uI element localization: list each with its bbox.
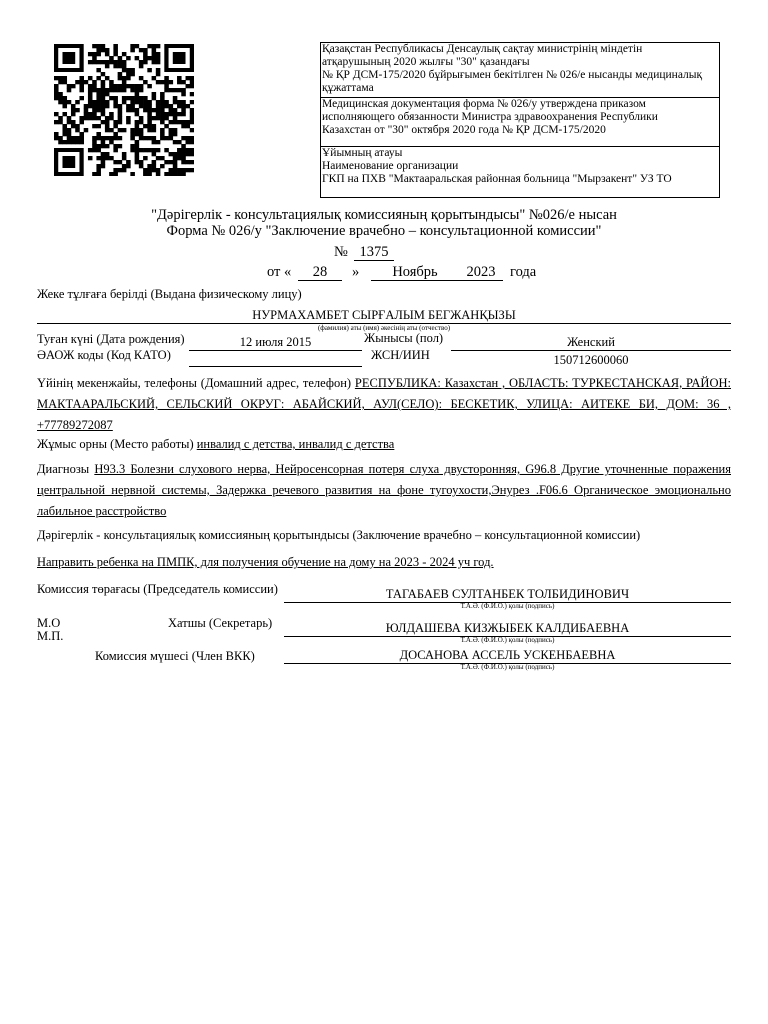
- address-label: Үйінің мекенжайы, телефоны (Домашний адрес, телефон): [37, 376, 352, 390]
- form-approval-kz: Қазақстан Республикасы Денсаулық сақтау министрінің міндетін атқарушының 2020 жылғы "30" қазандағы № ҚР ДСМ-175/2020 бұйрығымен бекітілген № 026/е нысанды медициналық құжаттама: [321, 43, 719, 98]
- date-suffix: года: [510, 264, 537, 280]
- mp-label: М.П.: [37, 629, 64, 643]
- work-value: инвалид с детства, инвалид с детства: [196, 437, 395, 451]
- diagnosis-value: H93.3 Болезни слухового нерва, Нейросенсорная потеря слуха двусторонняя, G96.8 Другие уточненные поражения центральной нервной системы, Задержка речевого развития на фоне тугоухости,Энурез .F06.6 Органическое эмоционально лабильное расстройство: [37, 462, 731, 518]
- iin-label: ЖСН/ИИН: [371, 348, 430, 362]
- date-close: »: [352, 264, 360, 280]
- dob-label: Туған күні (Дата рождения): [37, 332, 185, 346]
- organization-section: Ұйымның атауы Наименование организации ГКП на ПХВ "Мактааральская районная больница "Мырзакент" УЗ ТО: [321, 147, 719, 197]
- address-block: [37, 373, 731, 436]
- qr-code: [54, 44, 194, 176]
- date-year: 2023: [459, 264, 503, 281]
- member-sign-caption: Т.А.Ә. (Ф.И.О.) қолы (подпись): [460, 663, 555, 671]
- iin-value: 150712600060: [553, 353, 629, 367]
- secretary-sign-caption: Т.А.Ә. (Ф.И.О.) қолы (подпись): [460, 636, 555, 644]
- patient-name-caption: (фамилия) аты (имя) әкесінің аты (отчество): [317, 324, 451, 332]
- sex-value: Женский: [451, 335, 731, 351]
- title-ru: Форма № 026/у "Заключение врачебно – консультационной комиссии": [166, 223, 602, 239]
- secretary-name: ЮЛДАШЕВА КИЗЖЫБЕК КАЛДИБАЕВНА: [284, 621, 731, 637]
- form-approval-ru: Медицинская документация форма № 026/у утверждена приказом исполняющего обязанности Министра здравоохранения Республики Казахстан от "30" октября 2020 года № ҚР ДСМ-175/2020: [321, 98, 719, 147]
- mo-label: М.О: [37, 616, 61, 630]
- dob-value: 12 июля 2015: [189, 335, 362, 351]
- title-kz: "Дәрігерлік - консультациялық комиссияның қорытындысы" №026/е нысан: [151, 207, 617, 223]
- document-number: 1375: [354, 244, 394, 261]
- date-prefix: от «: [267, 264, 292, 280]
- member-label: Комиссия мүшесі (Член ВКК): [95, 649, 255, 663]
- work-block: [37, 434, 731, 455]
- address-value: РЕСПУБЛИКА: Казахстан , ОБЛАСТЬ: ТУРКЕСТАНСКАЯ, РАЙОН: МАКТААРАЛЬСКИЙ, СЕЛЬСКИЙ ОКРУГ: АБАЙСКИЙ, АУЛ(СЕЛО): БЕСКЕТИК, УЛИЦА: АИТЕКЕ БИ, ДОМ: 36 , +77789272087: [37, 376, 731, 432]
- patient-name: НУРМАХАМБЕТ СЫРҒАЛЫМ БЕГЖАНҚЫЗЫ: [37, 308, 731, 324]
- chair-name: ТАГАБАЕВ СУЛТАНБЕК ТОЛБИДИНОВИЧ: [284, 587, 731, 603]
- kato-label: ӘАОЖ коды (Код КАТО): [37, 348, 171, 362]
- secretary-label: Хатшы (Секретарь): [168, 616, 273, 630]
- date-month: Ноябрь: [371, 264, 459, 281]
- organization-name: ГКП на ПХВ "Мактааральская районная больница "Мырзакент" УЗ ТО: [322, 173, 672, 185]
- conclusion-label: Дәрігерлік - консультациялық комиссияның қорытындысы (Заключение врачебно – консультационной комиссии): [37, 528, 641, 542]
- sex-label: Жынысы (пол): [364, 331, 444, 345]
- date-day: 28: [298, 264, 342, 281]
- diagnosis-block: [37, 459, 731, 522]
- member-name: ДОСАНОВА АССЕЛЬ УСКЕНБАЕВНА: [284, 648, 731, 664]
- chair-label: Комиссия төрағасы (Председатель комиссии): [37, 582, 278, 596]
- work-label: Жұмыс орны (Место работы): [37, 437, 194, 451]
- number-label: №: [334, 244, 348, 260]
- chair-sign-caption: Т.А.Ә. (Ф.И.О.) қолы (подпись): [460, 602, 555, 610]
- diagnosis-label: Диагнозы: [37, 462, 90, 476]
- form-info-box: [320, 42, 720, 198]
- kato-value: [189, 351, 362, 367]
- issued-to-label: Жеке тұлғаға берілді (Выдана физическому лицу): [37, 287, 302, 301]
- conclusion-text: Направить ребенка на ПМПК, для получения обучение на дому на 2023 - 2024 уч год.: [37, 555, 494, 569]
